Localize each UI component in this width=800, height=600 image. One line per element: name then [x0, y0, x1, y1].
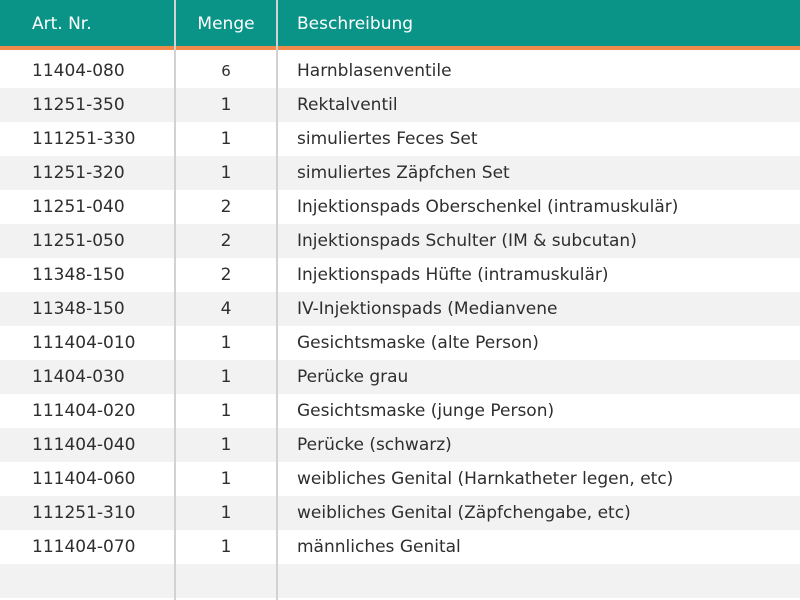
art-nr-cell: 111251-330 [32, 129, 136, 149]
menge-cell: 1 [220, 333, 232, 353]
art-nr-cell: 11251-320 [32, 163, 125, 183]
menge-cell: 6 [221, 62, 231, 80]
beschreibung-cell: Injektionspads Hüfte (intramuskulär) [297, 265, 609, 285]
table-header [0, 0, 800, 50]
beschreibung-cell: simuliertes Feces Set [297, 129, 478, 149]
beschreibung-cell: weibliches Genital (Zäpfchengabe, etc) [297, 503, 631, 523]
table-row [0, 496, 800, 530]
table-row [0, 360, 800, 394]
table-row [0, 394, 800, 428]
table-row [0, 156, 800, 190]
art-nr-cell: 111251-310 [32, 503, 136, 523]
menge-cell: 1 [220, 163, 232, 183]
menge-cell: 2 [220, 265, 232, 285]
table-row [0, 88, 800, 122]
art-nr-cell: 11348-150 [32, 299, 125, 319]
header-beschreibung: Beschreibung [297, 14, 414, 34]
menge-cell: 1 [220, 537, 232, 557]
column-divider [174, 0, 176, 600]
menge-cell: 2 [220, 231, 232, 251]
menge-cell: 1 [220, 95, 232, 115]
table-row [0, 224, 800, 258]
art-nr-cell: 11348-150 [32, 265, 125, 285]
table-row [0, 292, 800, 326]
beschreibung-cell: simuliertes Zäpfchen Set [297, 163, 510, 183]
beschreibung-cell: Gesichtsmaske (junge Person) [297, 401, 555, 421]
beschreibung-cell: weibliches Genital (Harnkatheter legen, etc) [297, 469, 674, 489]
table-row [0, 258, 800, 292]
beschreibung-cell: männliches Genital [297, 537, 461, 557]
art-nr-cell: 111404-060 [32, 469, 136, 489]
column-divider [276, 0, 278, 600]
table-row [0, 190, 800, 224]
beschreibung-cell: IV-Injektionspads (Medianvene [297, 299, 558, 319]
table-row [0, 122, 800, 156]
menge-cell: 1 [220, 367, 232, 387]
art-nr-cell: 11404-030 [32, 367, 125, 387]
art-nr-cell: 11251-050 [32, 231, 125, 251]
beschreibung-cell: Injektionspads Oberschenkel (intramuskulär) [297, 197, 679, 217]
header-menge: Menge [197, 14, 255, 34]
menge-cell: 1 [220, 435, 232, 455]
beschreibung-cell: Perücke (schwarz) [297, 435, 452, 455]
art-nr-cell: 111404-010 [32, 333, 136, 353]
art-nr-cell: 111404-020 [32, 401, 136, 421]
beschreibung-cell: Injektionspads Schulter (IM & subcutan) [297, 231, 637, 251]
art-nr-cell: 111404-040 [32, 435, 136, 455]
art-nr-cell: 11404-080 [32, 61, 125, 81]
menge-cell: 4 [220, 299, 232, 319]
table-row [0, 326, 800, 360]
table-row [0, 462, 800, 496]
beschreibung-cell: Harnblasenventile [297, 61, 452, 81]
table-row [0, 54, 800, 88]
empty-row [0, 564, 800, 598]
menge-cell: 1 [220, 401, 232, 421]
table-row [0, 428, 800, 462]
menge-cell: 1 [220, 129, 232, 149]
art-nr-cell: 11251-040 [32, 197, 125, 217]
table-body [0, 54, 800, 598]
beschreibung-cell: Gesichtsmaske (alte Person) [297, 333, 539, 353]
header-art-nr: Art. Nr. [32, 14, 92, 34]
table-row [0, 530, 800, 564]
beschreibung-cell: Perücke grau [297, 367, 409, 387]
menge-cell: 2 [220, 197, 232, 217]
menge-cell: 1 [220, 503, 232, 523]
art-nr-cell: 111404-070 [32, 537, 136, 557]
beschreibung-cell: Rektalventil [297, 95, 398, 115]
menge-cell: 1 [220, 469, 232, 489]
art-nr-cell: 11251-350 [32, 95, 125, 115]
